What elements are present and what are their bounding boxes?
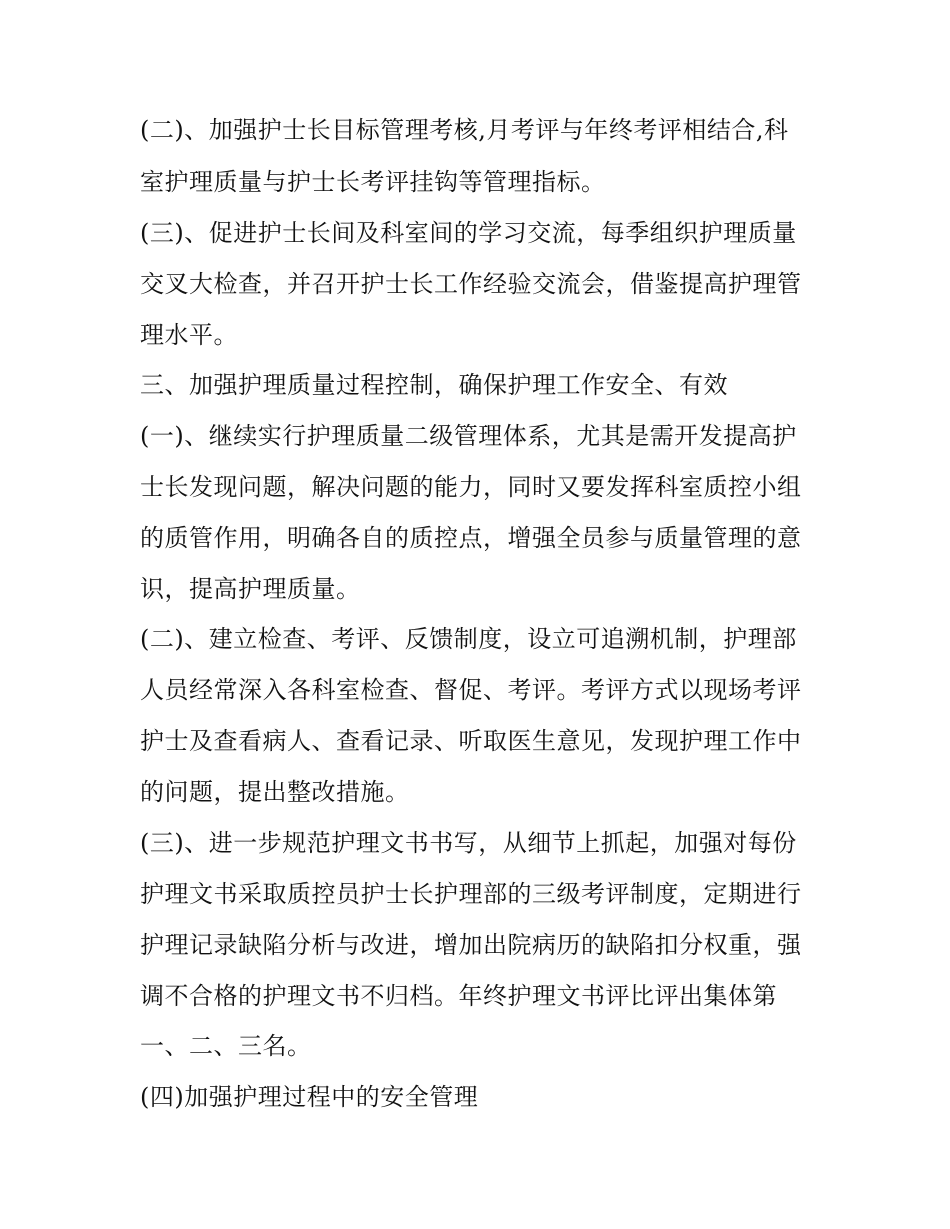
- paragraph-line: (二)、建立检查、考评、反馈制度，设立可追溯机制，护理部: [140, 625, 797, 653]
- paragraph-line: 人员经常深入各科室检查、督促、考评。考评方式以现场考评: [140, 676, 802, 704]
- paragraph-line: 理水平。: [140, 321, 238, 349]
- paragraph-line: 的质管作用，明确各自的质控点，增强全员参与质量管理的意: [140, 524, 802, 552]
- paragraph-line: 护理文书采取质控员护士长护理部的三级考评制度，定期进行: [140, 880, 802, 908]
- paragraph-line: 识，提高护理质量。: [140, 575, 361, 603]
- paragraph-line: 士长发现问题，解决问题的能力，同时又要发挥科室质控小组: [140, 473, 802, 501]
- paragraph-line: (三)、促进护士长间及科室间的学习交流，每季组织护理质量: [140, 219, 797, 247]
- paragraph-line: 护理记录缺陷分析与改进，增加出院病历的缺陷扣分权重，强: [140, 931, 802, 959]
- paragraph-line: (三)、进一步规范护理文书书写，从细节上抓起，加强对每份: [140, 829, 797, 857]
- paragraph-line: 一、二、三名。: [140, 1032, 312, 1060]
- paragraph-line: 的问题，提出整改措施。: [140, 778, 410, 806]
- paragraph-line: 护士及查看病人、查看记录、听取医生意见，发现护理工作中: [140, 727, 802, 755]
- paragraph-line: (一)、继续实行护理质量二级管理体系，尤其是需开发提高护: [140, 422, 797, 450]
- paragraph-line: 交叉大检查，并召开护士长工作经验交流会，借鉴提高护理管: [140, 270, 802, 298]
- paragraph-line: 调不合格的护理文书不归档。年终护理文书评比评出集体第: [140, 982, 777, 1010]
- paragraph-line: (二)、加强护士长目标管理考核,月考评与年终考评相结合,科: [140, 116, 789, 144]
- section-heading: 三、加强护理质量过程控制，确保护理工作安全、有效: [140, 371, 728, 399]
- subsection-heading: (四)加强护理过程中的安全管理: [140, 1083, 479, 1111]
- paragraph-line: 室护理质量与护士长考评挂钩等管理指标。: [140, 168, 606, 196]
